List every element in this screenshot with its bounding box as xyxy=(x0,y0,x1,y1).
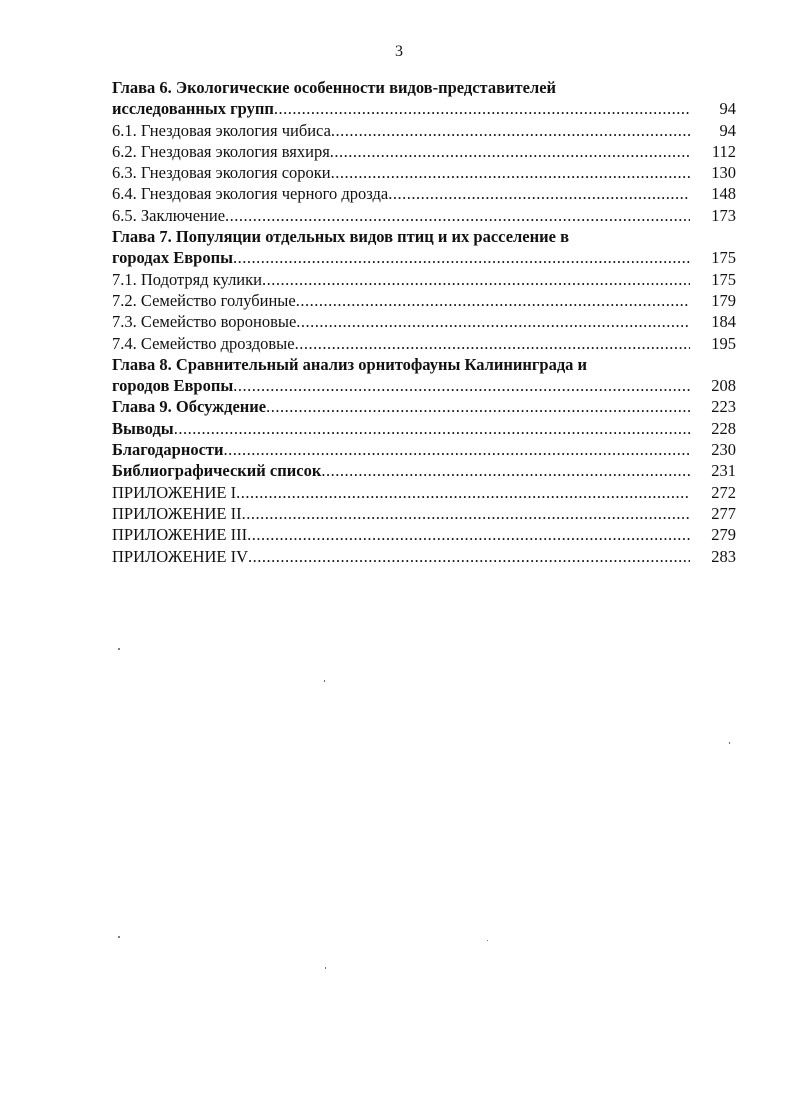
toc-page-number: 184 xyxy=(711,312,736,332)
toc-leader-dots xyxy=(296,290,690,311)
toc-leader-dots xyxy=(248,546,690,567)
table-of-contents xyxy=(112,77,736,567)
scan-speck xyxy=(729,742,730,744)
toc-entry-7-1 xyxy=(112,269,736,290)
toc-leader-dots xyxy=(388,183,690,204)
toc-leader-dots xyxy=(274,98,690,119)
toc-leader-dots xyxy=(296,311,690,332)
toc-entry-chapter-8-title: Глава 8. Сравнительный анализ орнитофауны Калининграда и xyxy=(112,354,588,374)
toc-leader-dots xyxy=(266,396,690,417)
toc-page-number: 175 xyxy=(711,248,736,268)
scan-speck xyxy=(324,680,325,682)
toc-leader-dots xyxy=(236,482,690,503)
toc-entry-title: ПРИЛОЖЕНИЕ II xyxy=(112,503,242,523)
toc-page-number: 223 xyxy=(711,397,736,417)
toc-entry-chapter-9 xyxy=(112,396,736,417)
toc-entry-title: 6.3. Гнездовая экология сороки xyxy=(112,163,331,183)
toc-leader-dots xyxy=(247,524,690,545)
toc-entry-7-3 xyxy=(112,311,736,332)
toc-entry-6-1 xyxy=(112,120,736,141)
toc-entry-title: 7.2. Семейство голубиные xyxy=(112,290,296,310)
toc-entry-6-4 xyxy=(112,183,736,204)
page-number: 3 xyxy=(395,43,403,60)
toc-entry-title: городах Европы xyxy=(112,248,233,268)
toc-entry-title: исследованных групп xyxy=(112,99,274,119)
toc-leader-dots xyxy=(174,418,690,439)
toc-entry-chapter-6-title: Глава 6. Экологические особенности видов-представителей xyxy=(112,78,557,97)
toc-entry-appendix-1 xyxy=(112,482,736,503)
scan-speck xyxy=(325,967,326,969)
toc-leader-dots xyxy=(233,247,690,268)
toc-entry-conclusions xyxy=(112,418,736,439)
scan-speck xyxy=(118,648,120,650)
toc-entry-title: Библиографический список xyxy=(112,461,322,481)
toc-entry-title: ПРИЛОЖЕНИЕ IV xyxy=(112,546,249,566)
toc-entry-chapter-7 xyxy=(112,247,736,268)
toc-entry-title: городов Европы xyxy=(112,376,234,396)
toc-entry-6-5 xyxy=(112,205,736,226)
toc-page-number: 283 xyxy=(711,546,736,566)
toc-leader-dots xyxy=(242,503,690,524)
toc-page-number: 272 xyxy=(711,482,736,502)
toc-page-number: 277 xyxy=(711,503,736,523)
toc-leader-dots xyxy=(233,375,690,396)
toc-leader-dots xyxy=(321,460,690,481)
toc-page-number: 112 xyxy=(711,141,736,161)
toc-page-number: 94 xyxy=(719,120,736,140)
toc-entry-6-3 xyxy=(112,162,736,183)
toc-entry-title: ПРИЛОЖЕНИЕ I xyxy=(112,482,237,502)
toc-page-number: 228 xyxy=(711,418,736,438)
toc-entry-title: 6.5. Заключение xyxy=(112,205,226,225)
toc-entry-title: 7.1. Подотряд кулики xyxy=(112,269,262,289)
scan-speck xyxy=(487,940,488,941)
toc-page-number: 173 xyxy=(711,205,736,225)
toc-entry-title: 6.2. Гнездовая экология вяхиря xyxy=(112,141,330,161)
toc-entry-chapter-6 xyxy=(112,98,736,119)
toc-entry-title: 7.4. Семейство дроздовые xyxy=(112,333,295,353)
toc-entry-6-2 xyxy=(112,141,736,162)
toc-entry-appendix-3 xyxy=(112,524,736,545)
toc-page-number: 94 xyxy=(719,99,736,119)
toc-leader-dots xyxy=(331,162,690,183)
toc-entry-acknowledgements xyxy=(112,439,736,460)
toc-leader-dots xyxy=(331,120,690,141)
toc-page-number: 130 xyxy=(711,163,736,183)
toc-leader-dots xyxy=(295,333,690,354)
toc-entry-7-4 xyxy=(112,333,736,354)
toc-page-number: 208 xyxy=(711,376,736,396)
scan-speck xyxy=(118,936,120,938)
toc-entry-title: ПРИЛОЖЕНИЕ III xyxy=(112,525,248,545)
toc-entry-title: Выводы xyxy=(112,418,174,438)
toc-entry-title: 7.3. Семейство вороновые xyxy=(112,312,297,332)
toc-entry-title: Глава 9. Обсуждение xyxy=(112,397,267,417)
toc-entry-chapter-8 xyxy=(112,375,736,396)
toc-page-number: 231 xyxy=(711,461,736,481)
toc-leader-dots xyxy=(225,205,690,226)
toc-page-number: 195 xyxy=(711,333,736,353)
toc-page-number: 148 xyxy=(711,184,736,204)
toc-entry-chapter-7-title: Глава 7. Популяции отдельных видов птиц и их расселение в xyxy=(112,227,569,247)
toc-entry-appendix-2 xyxy=(112,503,736,524)
toc-page-number: 179 xyxy=(711,290,736,310)
toc-page-number: 279 xyxy=(711,525,736,545)
toc-entry-title: Благодарности xyxy=(112,440,224,460)
toc-page-number: 175 xyxy=(711,269,736,289)
toc-entry-appendix-4 xyxy=(112,546,736,567)
toc-leader-dots xyxy=(330,141,690,162)
toc-entry-7-2 xyxy=(112,290,736,311)
toc-page-number: 230 xyxy=(711,440,736,460)
toc-entry-title: 6.1. Гнездовая экология чибиса xyxy=(112,120,331,140)
toc-leader-dots xyxy=(224,439,690,460)
toc-leader-dots xyxy=(262,269,690,290)
toc-entry-bibliography xyxy=(112,460,736,481)
toc-entry-title: 6.4. Гнездовая экология черного дрозда xyxy=(112,184,389,204)
